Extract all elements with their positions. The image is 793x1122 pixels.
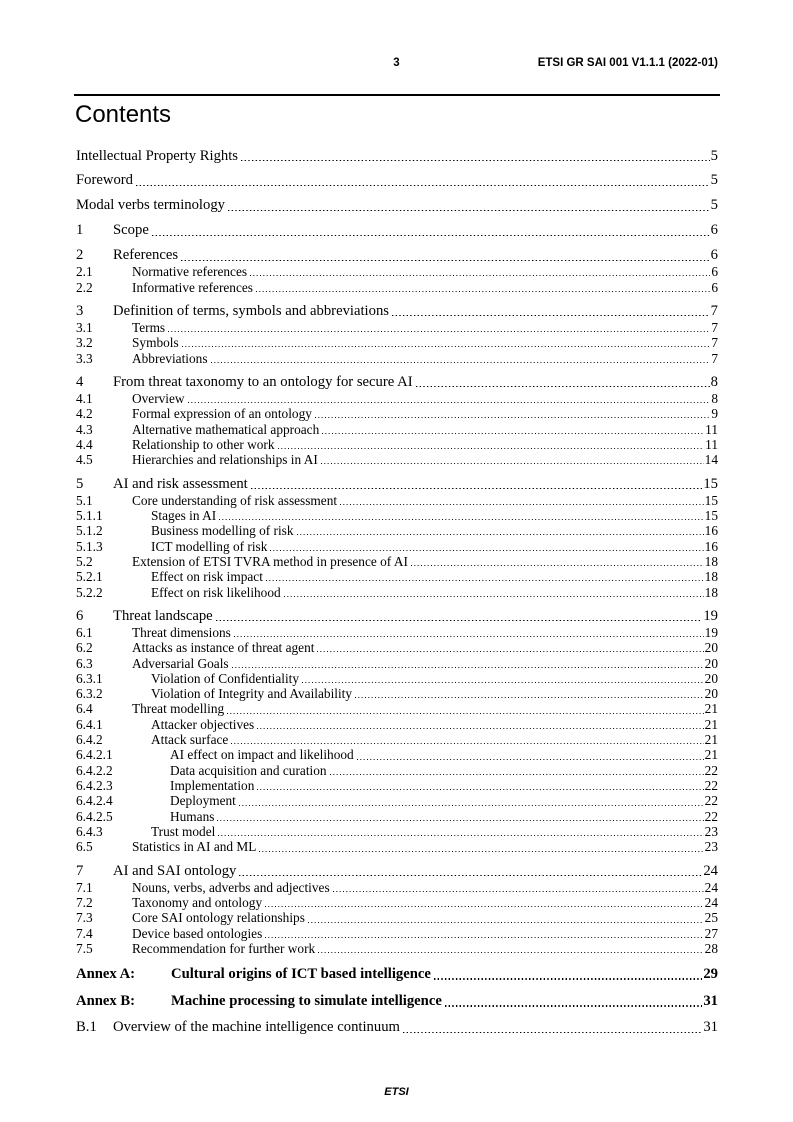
toc-entry-number: 5.2.1 bbox=[76, 569, 103, 585]
toc-entry-number: 6.5 bbox=[76, 839, 93, 855]
toc-entry-title: Violation of Integrity and Availability bbox=[151, 686, 353, 702]
toc-entry-title: AI and SAI ontology bbox=[113, 862, 237, 879]
toc-entry-title: From threat taxonomy to an ontology for secure AI bbox=[113, 374, 413, 391]
toc-entry-number: 5.2.2 bbox=[76, 584, 103, 600]
toc-entry-page: 20 bbox=[704, 670, 718, 686]
toc-annex-page: 29 bbox=[703, 966, 718, 983]
toc-entry-title: Adversarial Goals bbox=[132, 655, 229, 671]
dot-leader bbox=[241, 148, 710, 165]
toc-entry-page: 5 bbox=[710, 147, 718, 164]
toc-entry-page: 15 bbox=[704, 507, 718, 523]
toc-entry-page: 20 bbox=[704, 686, 718, 702]
toc-entry[interactable] bbox=[76, 406, 718, 421]
toc-entry[interactable] bbox=[76, 926, 718, 941]
toc-entry-number: 2.1 bbox=[76, 264, 93, 280]
dot-leader bbox=[278, 437, 705, 452]
dot-leader bbox=[211, 351, 711, 366]
toc-entry-title: Modal verbs terminology bbox=[76, 197, 225, 214]
toc-annex-number: Annex B: bbox=[76, 993, 136, 1010]
toc-entry[interactable] bbox=[76, 809, 718, 824]
toc-entry-title: Humans bbox=[170, 808, 215, 824]
toc-entry-title: Threat modelling bbox=[132, 701, 225, 717]
toc-entry[interactable] bbox=[76, 303, 718, 320]
dot-leader bbox=[219, 508, 704, 523]
heading-rule bbox=[74, 94, 720, 96]
toc-entry-number: 7.3 bbox=[76, 910, 93, 926]
toc-entry[interactable] bbox=[76, 1019, 718, 1036]
toc-annex-page: 31 bbox=[703, 993, 718, 1010]
toc-entry-page: 28 bbox=[704, 941, 718, 957]
toc-entry-number: 7.4 bbox=[76, 925, 93, 941]
toc-entry-number: 6 bbox=[76, 607, 84, 624]
dot-leader bbox=[256, 280, 710, 295]
toc-entry-page: 21 bbox=[704, 716, 718, 732]
toc-entry-title: Alternative mathematical approach bbox=[132, 421, 320, 437]
dot-leader bbox=[322, 422, 704, 437]
dot-leader bbox=[182, 335, 711, 350]
toc-annex-title: Machine processing to simulate intelligence bbox=[171, 993, 442, 1010]
toc-entry-page: 31 bbox=[703, 1019, 718, 1036]
toc-entry-page: 24 bbox=[703, 862, 718, 879]
toc-entry-number: 5.1.3 bbox=[76, 538, 103, 554]
toc-entry[interactable] bbox=[76, 895, 718, 910]
toc-entry-title: Abbreviations bbox=[132, 350, 208, 366]
toc-entry[interactable] bbox=[76, 148, 718, 165]
toc-entry-number: 6.4.2.1 bbox=[76, 747, 113, 763]
toc-entry-title: Core understanding of risk assessment bbox=[132, 492, 338, 508]
toc-entry-number: 4 bbox=[76, 374, 84, 391]
toc-entry[interactable] bbox=[76, 910, 718, 925]
toc-entry-page: 21 bbox=[704, 732, 718, 748]
dot-leader bbox=[403, 1019, 702, 1036]
toc-entry-page: 25 bbox=[704, 910, 718, 926]
toc-entry[interactable] bbox=[76, 585, 718, 600]
toc-entry-title: Relationship to other work bbox=[132, 436, 275, 452]
toc-entry-page: 19 bbox=[703, 607, 718, 624]
dot-leader bbox=[136, 172, 710, 189]
contents-title: Contents bbox=[75, 101, 172, 128]
toc-entry-number: 7.1 bbox=[76, 879, 93, 895]
dot-leader bbox=[416, 374, 710, 391]
toc-entry-page: 6 bbox=[710, 247, 718, 264]
toc-entry[interactable] bbox=[76, 452, 718, 467]
toc-entry-title: Implementation bbox=[170, 778, 255, 794]
toc-entry-title: Trust model bbox=[151, 824, 216, 840]
toc-entry[interactable] bbox=[76, 656, 718, 671]
toc-entry-title: ICT modelling of risk bbox=[151, 538, 268, 554]
dot-leader bbox=[297, 523, 704, 538]
toc-entry-title: Hierarchies and relationships in AI bbox=[132, 452, 318, 468]
dot-leader bbox=[227, 701, 704, 716]
toc-entry-page: 21 bbox=[704, 747, 718, 763]
dot-leader bbox=[333, 880, 704, 895]
toc-entry[interactable] bbox=[76, 839, 718, 854]
toc-entry-title: Violation of Confidentiality bbox=[151, 670, 300, 686]
toc-entry[interactable] bbox=[76, 508, 718, 523]
toc-entry[interactable] bbox=[76, 793, 718, 808]
toc-entry-title: Recommendation for further work bbox=[132, 941, 316, 957]
toc-entry[interactable] bbox=[76, 671, 718, 686]
dot-leader bbox=[321, 452, 704, 467]
toc-entry-title: Symbols bbox=[132, 335, 179, 351]
toc-entry-title: Informative references bbox=[132, 279, 253, 295]
toc-entry[interactable] bbox=[76, 335, 718, 350]
dot-leader bbox=[234, 625, 704, 640]
toc-entry[interactable] bbox=[76, 732, 718, 747]
toc-entry-number: 6.4.2.5 bbox=[76, 808, 113, 824]
toc-entry-page: 11 bbox=[705, 436, 718, 452]
toc-entry-page: 16 bbox=[704, 538, 718, 554]
toc-entry[interactable] bbox=[76, 701, 718, 716]
toc-entry-page: 27 bbox=[704, 925, 718, 941]
toc-entry-page: 7 bbox=[711, 319, 718, 335]
toc-entry[interactable] bbox=[76, 172, 718, 189]
toc-entry-title: Device based ontologies bbox=[132, 925, 263, 941]
toc-entry-page: 8 bbox=[710, 374, 718, 391]
dot-leader bbox=[217, 809, 703, 824]
dot-leader bbox=[251, 476, 703, 493]
toc-entry[interactable] bbox=[76, 686, 718, 701]
toc-entry-page: 23 bbox=[704, 839, 718, 855]
toc-entry[interactable] bbox=[76, 824, 718, 839]
toc-entry-title: Effect on risk likelihood bbox=[151, 584, 281, 600]
toc-entry[interactable] bbox=[76, 280, 718, 295]
toc-entry[interactable] bbox=[76, 941, 718, 956]
dot-leader bbox=[257, 778, 703, 793]
toc-entry-page: 24 bbox=[704, 879, 718, 895]
toc-entry-page: 22 bbox=[704, 762, 718, 778]
toc-entry-page: 5 bbox=[710, 172, 718, 189]
dot-leader bbox=[232, 656, 704, 671]
toc-entry-number: 6.3.2 bbox=[76, 686, 103, 702]
dot-leader bbox=[188, 391, 711, 406]
toc-entry-page: 15 bbox=[704, 492, 718, 508]
toc-entry-title: Normative references bbox=[132, 264, 248, 280]
toc-annex[interactable] bbox=[76, 966, 718, 983]
toc-entry-number: 6.4.2.2 bbox=[76, 762, 113, 778]
toc-entry-page: 22 bbox=[704, 808, 718, 824]
dot-leader bbox=[434, 966, 702, 983]
toc-entry-page: 20 bbox=[704, 640, 718, 656]
toc-entry-title: Deployment bbox=[170, 793, 236, 809]
toc-entry[interactable] bbox=[76, 880, 718, 895]
toc-entry-number: 6.4.3 bbox=[76, 824, 103, 840]
toc-entry-title: Taxonomy and ontology bbox=[132, 895, 263, 911]
toc-entry-number: 5.1 bbox=[76, 492, 93, 508]
dot-leader bbox=[302, 671, 704, 686]
toc-entry[interactable] bbox=[76, 539, 718, 554]
toc-entry-page: 9 bbox=[711, 406, 718, 422]
toc-entry-page: 7 bbox=[711, 350, 718, 366]
toc-entry-page: 6 bbox=[710, 222, 718, 239]
toc-entry[interactable] bbox=[76, 640, 718, 655]
toc-entry-title: Effect on risk impact bbox=[151, 569, 263, 585]
toc-entry[interactable] bbox=[76, 320, 718, 335]
toc-entry-number: 4.2 bbox=[76, 406, 93, 422]
toc-entry-number: 6.4.2 bbox=[76, 732, 103, 748]
toc-entry-title: Overview bbox=[132, 390, 185, 406]
toc-entry[interactable] bbox=[76, 554, 718, 569]
toc-entry-number: 4.5 bbox=[76, 452, 93, 468]
toc-entry-title: Attack surface bbox=[151, 732, 229, 748]
toc-entry-number: 7.5 bbox=[76, 941, 93, 957]
toc-entry[interactable] bbox=[76, 247, 718, 264]
toc-entry-page: 19 bbox=[704, 624, 718, 640]
toc-entry-number: 3.2 bbox=[76, 335, 93, 351]
toc-entry-page: 6 bbox=[711, 264, 718, 280]
toc-entry-title: Threat landscape bbox=[113, 607, 213, 624]
toc-entry-number: B.1 bbox=[76, 1019, 97, 1036]
toc-entry[interactable] bbox=[76, 351, 718, 366]
toc-entry[interactable] bbox=[76, 608, 718, 625]
toc-entry[interactable] bbox=[76, 493, 718, 508]
toc-annex[interactable] bbox=[76, 993, 718, 1010]
toc-entry-number: 2.2 bbox=[76, 279, 93, 295]
toc-entry-title: Overview of the machine intelligence continuum bbox=[113, 1019, 400, 1036]
toc-entry-title: Business modelling of risk bbox=[151, 523, 294, 539]
toc-entry-number: 6.4.2.3 bbox=[76, 778, 113, 794]
toc-entry-number: 4.1 bbox=[76, 390, 93, 406]
toc-entry-page: 8 bbox=[711, 390, 718, 406]
toc-entry-page: 15 bbox=[703, 475, 718, 492]
toc-annex-title: Cultural origins of ICT based intelligence bbox=[171, 966, 431, 983]
toc-entry[interactable] bbox=[76, 391, 718, 406]
toc-entry-number: 5.1.2 bbox=[76, 523, 103, 539]
toc-entry-title: Extension of ETSI TVRA method in presence of AI bbox=[132, 553, 408, 569]
toc-entry-title: AI and risk assessment bbox=[113, 475, 248, 492]
dot-leader bbox=[218, 824, 703, 839]
dot-leader bbox=[231, 732, 703, 747]
toc-entry-page: 22 bbox=[704, 793, 718, 809]
dot-leader bbox=[239, 863, 702, 880]
toc-entry-number: 3 bbox=[76, 303, 84, 320]
toc-annex-number: Annex A: bbox=[76, 966, 136, 983]
toc-entry-page: 14 bbox=[704, 452, 718, 468]
toc-entry-page: 16 bbox=[704, 523, 718, 539]
toc-entry-number: 5.1.1 bbox=[76, 507, 103, 523]
toc-entry-number: 2 bbox=[76, 247, 84, 264]
toc-entry-title: Data acquisition and curation bbox=[170, 762, 327, 778]
toc-entry-title: Stages in AI bbox=[151, 507, 217, 523]
toc-entry-page: 18 bbox=[704, 569, 718, 585]
toc-entry[interactable] bbox=[76, 197, 718, 214]
dot-leader bbox=[357, 747, 704, 762]
toc-entry-number: 5.2 bbox=[76, 553, 93, 569]
toc-entry-number: 6.4.1 bbox=[76, 716, 103, 732]
toc-entry-number: 3.1 bbox=[76, 319, 93, 335]
dot-leader bbox=[181, 247, 710, 264]
toc-entry-number: 6.2 bbox=[76, 640, 93, 656]
footer-org: ETSI bbox=[384, 1086, 409, 1098]
toc-entry-number: 6.4.2.4 bbox=[76, 793, 113, 809]
dot-leader bbox=[392, 303, 710, 320]
toc-entry-title: Terms bbox=[132, 319, 166, 335]
dot-leader bbox=[318, 941, 703, 956]
dot-leader bbox=[216, 608, 703, 625]
toc-entry-number: 4.3 bbox=[76, 421, 93, 437]
toc-entry-title: Attacks as instance of threat agent bbox=[132, 640, 315, 656]
toc-entry[interactable] bbox=[76, 422, 718, 437]
dot-leader bbox=[317, 640, 703, 655]
toc-entry-title: Formal expression of an ontology bbox=[132, 406, 312, 422]
toc-entry-page: 11 bbox=[705, 421, 718, 437]
dot-leader bbox=[330, 763, 704, 778]
toc-entry[interactable] bbox=[76, 264, 718, 279]
toc-entry-page: 21 bbox=[704, 701, 718, 717]
toc-entry-number: 3.3 bbox=[76, 350, 93, 366]
toc-entry-number: 6.3 bbox=[76, 655, 93, 671]
toc-entry-page: 22 bbox=[704, 778, 718, 794]
toc-entry[interactable] bbox=[76, 476, 718, 493]
toc-entry[interactable] bbox=[76, 863, 718, 880]
toc-entry[interactable] bbox=[76, 778, 718, 793]
table-of-contents bbox=[76, 148, 718, 1037]
toc-entry[interactable] bbox=[76, 569, 718, 584]
toc-entry-title: AI effect on impact and likelihood bbox=[170, 747, 354, 763]
toc-entry-title: Attacker objectives bbox=[151, 716, 255, 732]
toc-entry-title: Nouns, verbs, adverbs and adjectives bbox=[132, 879, 330, 895]
toc-entry-title: Core SAI ontology relationships bbox=[132, 910, 305, 926]
dot-leader bbox=[250, 264, 710, 279]
toc-entry-page: 18 bbox=[704, 553, 718, 569]
toc-entry[interactable] bbox=[76, 763, 718, 778]
dot-leader bbox=[265, 895, 704, 910]
toc-entry[interactable] bbox=[76, 717, 718, 732]
dot-leader bbox=[257, 717, 703, 732]
dot-leader bbox=[270, 539, 703, 554]
dot-leader bbox=[340, 493, 704, 508]
toc-entry-number: 4.4 bbox=[76, 436, 93, 452]
toc-entry-page: 7 bbox=[711, 335, 718, 351]
dot-leader bbox=[315, 406, 710, 421]
dot-leader bbox=[266, 569, 704, 584]
toc-entry-page: 24 bbox=[704, 895, 718, 911]
toc-entry[interactable] bbox=[76, 625, 718, 640]
toc-entry-number: 6.3.1 bbox=[76, 670, 103, 686]
toc-entry-number: 5 bbox=[76, 475, 84, 492]
toc-entry-number: 6.4 bbox=[76, 701, 93, 717]
dot-leader bbox=[239, 793, 704, 808]
dot-leader bbox=[445, 993, 703, 1010]
toc-entry[interactable] bbox=[76, 222, 718, 239]
toc-entry-number: 1 bbox=[76, 222, 84, 239]
dot-leader bbox=[355, 686, 704, 701]
dot-leader bbox=[284, 585, 704, 600]
toc-entry-page: 5 bbox=[710, 197, 718, 214]
toc-entry-number: 7.2 bbox=[76, 895, 93, 911]
document-id: ETSI GR SAI 001 V1.1.1 (2022-01) bbox=[537, 57, 718, 69]
toc-entry-page: 23 bbox=[704, 824, 718, 840]
page-number: 3 bbox=[393, 57, 400, 69]
toc-entry-title: Scope bbox=[113, 222, 149, 239]
toc-entry[interactable] bbox=[76, 437, 718, 452]
dot-leader bbox=[228, 197, 710, 214]
toc-entry-page: 6 bbox=[711, 279, 718, 295]
toc-entry-number: 7 bbox=[76, 862, 84, 879]
toc-entry-title: References bbox=[113, 247, 179, 264]
toc-entry-title: Foreword bbox=[76, 172, 133, 189]
dot-leader bbox=[168, 320, 710, 335]
dot-leader bbox=[259, 839, 703, 854]
toc-entry-title: Statistics in AI and ML bbox=[132, 839, 257, 855]
dot-leader bbox=[308, 910, 704, 925]
toc-entry-title: Definition of terms, symbols and abbreviations bbox=[113, 303, 389, 320]
toc-entry[interactable] bbox=[76, 523, 718, 538]
toc-entry[interactable] bbox=[76, 747, 718, 762]
toc-entry-title: Intellectual Property Rights bbox=[76, 147, 238, 164]
toc-entry-page: 18 bbox=[704, 584, 718, 600]
toc-entry-page: 20 bbox=[704, 655, 718, 671]
dot-leader bbox=[411, 554, 704, 569]
toc-entry[interactable] bbox=[76, 374, 718, 391]
dot-leader bbox=[265, 926, 703, 941]
toc-entry-page: 7 bbox=[710, 303, 718, 320]
toc-entry-title: Threat dimensions bbox=[132, 624, 231, 640]
toc-entry-number: 6.1 bbox=[76, 624, 93, 640]
dot-leader bbox=[152, 222, 710, 239]
